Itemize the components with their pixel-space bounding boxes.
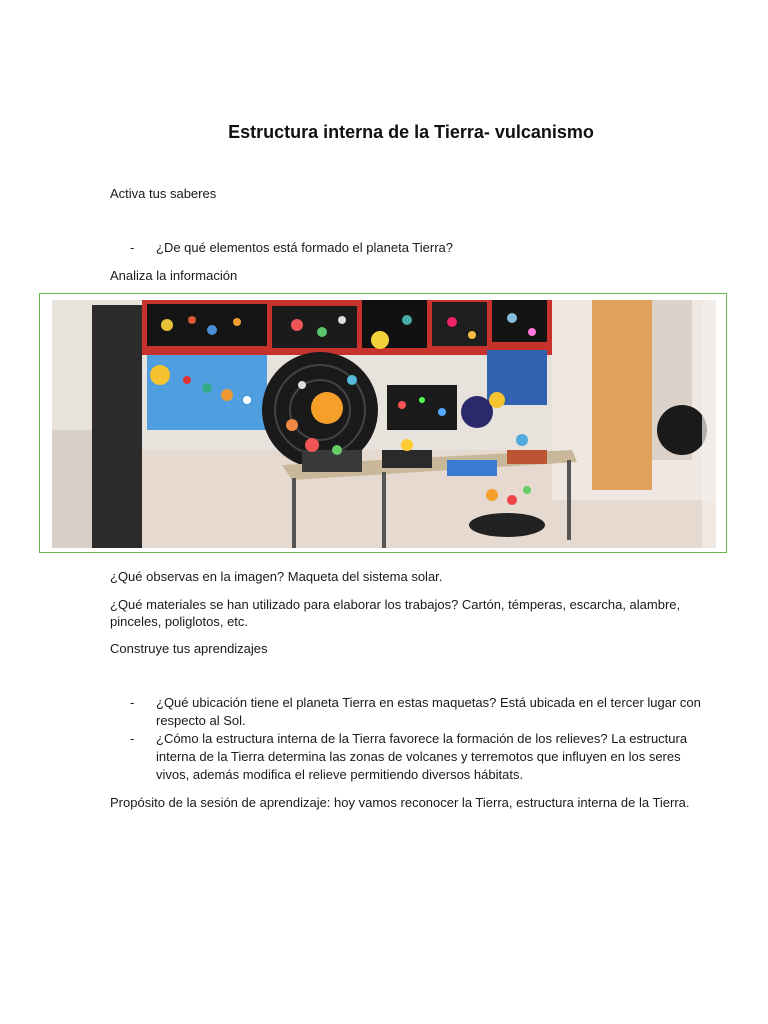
question-observe: ¿Qué observas en la imagen? Maqueta del sistema solar. bbox=[110, 569, 443, 584]
purpose-statement: Propósito de la sesión de aprendizaje: hoy vamos reconocer la Tierra, estructura interna de la Tierra. bbox=[110, 795, 690, 810]
bullet-dash: - bbox=[130, 240, 135, 255]
bullet-dash: - bbox=[130, 695, 135, 710]
bullet-text: ¿De qué elementos está formado el planeta Tierra? bbox=[156, 240, 454, 255]
construye-heading: Construye tus aprendizajes bbox=[110, 641, 268, 656]
question-materials: ¿Qué materiales se han utilizado para elaborar los trabajos? Cartón, témperas, escarcha, alambre, pinceles, poliglotos, etc. bbox=[110, 597, 681, 629]
image-frame bbox=[39, 293, 727, 553]
document-title: Estructura interna de la Tierra- vulcanismo bbox=[228, 122, 594, 142]
activa-heading: Activa tus saberes bbox=[110, 186, 217, 201]
bullet-text: ¿Qué ubicación tiene el planeta Tierra en estas maquetas? Está ubicada en el tercer lugar con respecto al Sol. bbox=[156, 695, 701, 728]
solar-system-models-photo bbox=[52, 300, 716, 548]
bullet-text: ¿Cómo la estructura interna de la Tierra favorece la formación de los relieves? La estructura interna de la Tierra determina las zonas de volcanes y terremotos que influyen en los seres vivos, además modifica el relieve permitiendo diversos hábitats. bbox=[156, 731, 688, 782]
analiza-heading: Analiza la información bbox=[110, 268, 238, 283]
bullet-dash: - bbox=[130, 731, 135, 746]
